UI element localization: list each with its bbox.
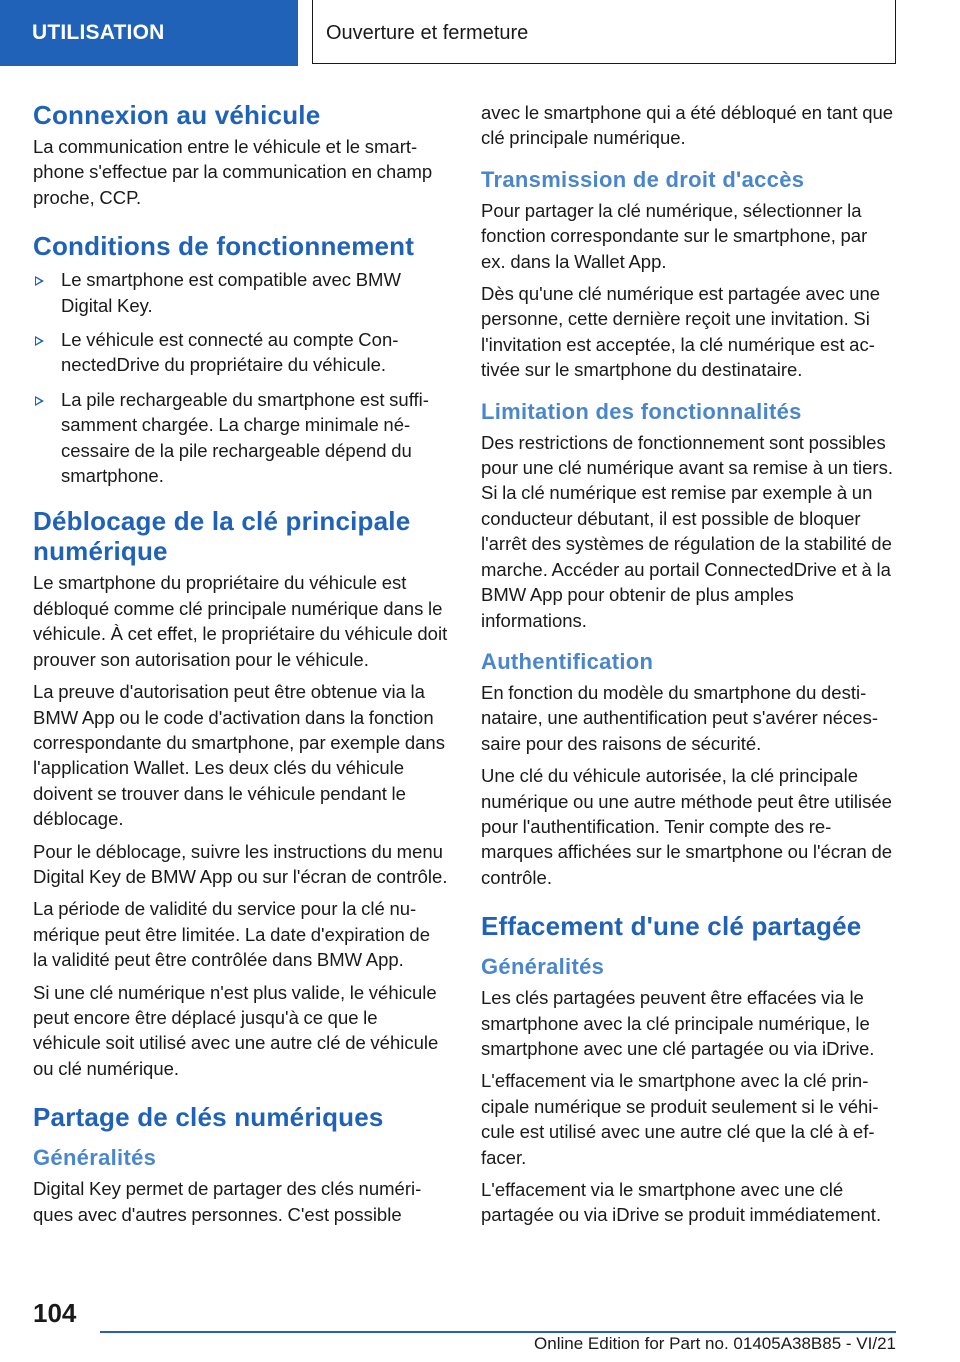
conditions-list <box>33 267 448 488</box>
heading-connexion: Connexion au véhicule <box>33 100 321 130</box>
list-item <box>33 387 448 489</box>
triangle-bullet-icon <box>35 276 44 286</box>
paragraph: Digital Key permet de partager des clés numériques avec d'autres personnes. C'est possible <box>33 1178 422 1225</box>
paragraph: Le smartphone du propriétaire du véhicule est débloqué comme clé principale numérique dans le véhicule. À cet effet, le propriétaire du véhicule doit prouver son autorisation pour le véhicule. <box>33 572 448 670</box>
paragraph: Pour partager la clé numérique, sélectionner la fonction correspondante sur le smartphone, par ex. dans la Wallet App. <box>481 199 868 272</box>
paragraph: Les clés partagées peuvent être effacées via le smartphone avec la clé principale numérique, le smartphone avec une clé partagée ou via iDrive. <box>481 987 875 1059</box>
paragraph: La preuve d'autorisation peut être obtenue via la BMW App ou le code d'activation dans la fonction correspondante du smartphone, par exemple dans l'application Wallet. Les deux clés du véhicule doivent se trouver dans le véhicule pendant le déblocage. <box>33 681 445 830</box>
paragraph: Dès qu'une clé numérique est partagée avec une personne, cette dernière reçoit une invitation. Si l'invitation est acceptée, la clé numérique est activée sur le smartphone du destinataire. <box>481 283 881 381</box>
paragraph: Des restrictions de fonctionnement sont possibles pour une clé numérique avant sa remise à un tiers. Si la clé numérique est remise par exemple à un conducteur débutant, il est possible de bloquer l'arrêt des systèmes de régulation de la stabilité de marche. Accéder au portail ConnectedDrive et à la BMW App pour obtenir de plus amples informations. <box>481 431 893 631</box>
paragraph: Si une clé numérique n'est plus valide, le véhicule peut encore être déplacé jusqu'à ce que le véhicule soit utilisé avec une autre clé de véhicule ou clé numérique. <box>33 981 439 1079</box>
subheading-limitation: Limitation des fonctionnalités <box>481 398 802 424</box>
list-item-text: La pile rechargeable du smartphone est suffisamment chargée. La charge minimale nécessaire de la pile rechargeable dépend du smartphone. <box>61 388 429 487</box>
heading-conditions: Conditions de fonctionnement <box>33 231 415 262</box>
triangle-bullet-icon <box>35 396 44 406</box>
subheading-generalites: Généralités <box>33 1145 157 1171</box>
page-number: 104 <box>33 1298 77 1328</box>
right-column <box>481 100 896 1235</box>
paragraph: avec le smartphone qui a été débloqué en tant que clé principale numérique. <box>481 102 894 149</box>
paragraph: L'effacement via le smartphone avec la clé principale numérique se produit seulement si le véhicule est utilisé avec une autre clé que la clé à effacer. <box>481 1070 879 1168</box>
paragraph: Pour le déblocage, suivre les instructions du menu Digital Key de BMW App ou sur l'écran de contrôle. <box>33 840 448 887</box>
paragraph: L'effacement via le smartphone avec une clé partagée ou via iDrive se produit immédiatement. <box>481 1179 882 1226</box>
heading-effacement: Effacement d'une clé partagée <box>481 911 862 942</box>
paragraph: Une clé du véhicule autorisée, la clé principale numérique ou une autre méthode peut être utilisée pour l'authentification. Tenir compte des remarques affichées sur le smartphone ou l'écran de contrôle. <box>481 765 893 888</box>
footer-edition-text: Online Edition for Part no. 01405A38B85 - VI/21 <box>534 1334 896 1353</box>
list-item <box>33 327 448 378</box>
list-item <box>33 267 448 318</box>
paragraph: En fonction du modèle du smartphone du destinataire, une authentification peut s'avérer nécessaire pour des raisons de sécurité. <box>481 681 878 754</box>
subheading-transmission: Transmission de droit d'accès <box>481 166 805 192</box>
left-column <box>33 100 448 1234</box>
list-item-text: Le smartphone est compatible avec BMW Digital Key. <box>61 269 401 316</box>
list-item-text: Le véhicule est connecté au compte ConnectedDrive du propriétaire du véhicule. <box>61 329 399 376</box>
header-chapter-title: Ouverture et fermeture <box>312 0 896 64</box>
heading-deblocage: Déblocage de la clé principale numérique <box>33 506 411 567</box>
subheading-authentification: Authentification <box>481 648 654 674</box>
paragraph: La communication entre le véhicule et le smartphone s'effectue par la communication en champ proche, CCP. <box>33 136 433 208</box>
subheading-generalites: Généralités <box>481 954 605 980</box>
heading-partage: Partage de clés numériques <box>33 1102 384 1133</box>
paragraph: La période de validité du service pour la clé numérique peut être limitée. La date d'expiration de la validité peut être contrôlée dans BMW App. <box>33 898 430 971</box>
triangle-bullet-icon <box>35 336 44 346</box>
header-section-tab: UTILISATION <box>0 0 298 66</box>
